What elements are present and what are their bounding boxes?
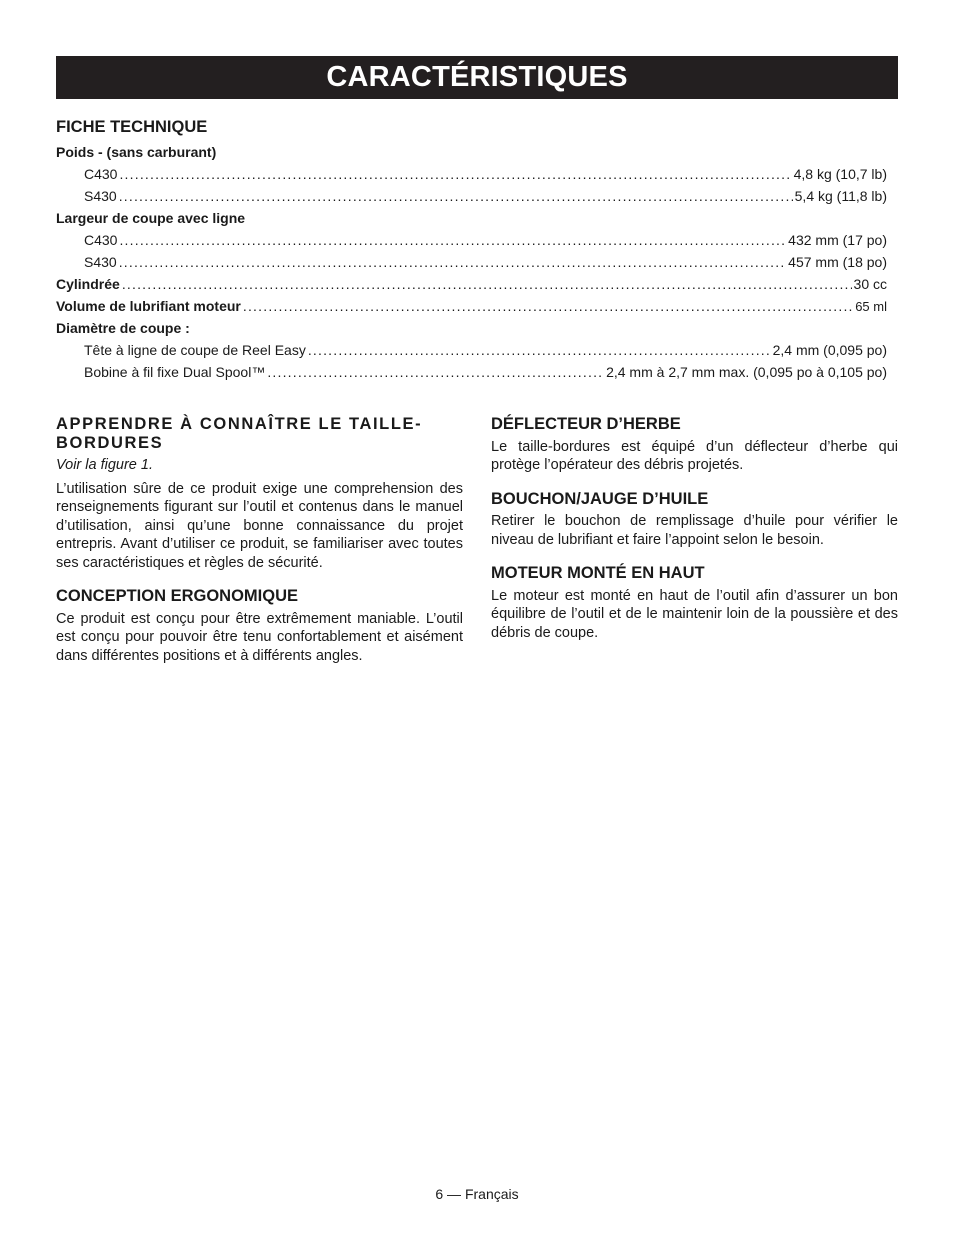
spec-model: S430	[84, 188, 117, 204]
section-heading: APPRENDRE À CONNAÎTRE LE TAILLE-BORDURES	[56, 415, 423, 452]
dot-leader	[119, 229, 786, 251]
spec-heading: FICHE TECHNIQUE	[56, 118, 208, 136]
left-column	[56, 415, 463, 665]
section-text: Le moteur est monté en haut de l’outil afin d’assurer un bon équilibre de l’outil et de le maintenir loin de la poussière et des débris de coupe.	[491, 587, 898, 641]
spec-row	[56, 251, 887, 273]
spec-value: 5,4 kg (11,8 lb)	[794, 188, 887, 204]
right-column	[491, 415, 898, 642]
spec-row	[56, 339, 887, 361]
width-label: Largeur de coupe avec ligne	[56, 210, 246, 226]
displacement-value: 30 cc	[853, 276, 887, 292]
page-title: CARACTÉRISTIQUES	[326, 61, 628, 93]
dot-leader	[243, 295, 853, 317]
spec-model: S430	[84, 254, 117, 270]
spec-row-oil	[56, 295, 887, 317]
section-heading: MOTEUR MONTÉ EN HAUT	[491, 564, 705, 582]
spec-value: 2,4 mm à 2,7 mm max. (0,095 po à 0,105 po)	[606, 364, 887, 380]
weight-label: Poids - (sans carburant)	[56, 144, 217, 160]
ergo-section	[56, 587, 463, 665]
diameter-label: Diamètre de coupe :	[56, 320, 190, 336]
spec-model: Tête à ligne de coupe de Reel Easy	[84, 342, 306, 358]
motor-section	[491, 564, 898, 642]
spec-model: C430	[84, 232, 118, 248]
displacement-label: Cylindrée	[56, 276, 120, 292]
oilcap-section	[491, 490, 898, 550]
spec-row	[56, 185, 887, 207]
dot-leader	[308, 339, 771, 361]
spec-sheet	[56, 118, 887, 383]
spec-value: 432 mm (17 po)	[788, 232, 887, 248]
spec-value: 4,8 kg (10,7 lb)	[793, 166, 887, 182]
section-heading: CONCEPTION ERGONOMIQUE	[56, 587, 299, 605]
figure-reference: Voir la figure 1.	[56, 457, 153, 473]
spec-value: 2,4 mm (0,095 po)	[772, 342, 887, 358]
section-text: Ce produit est conçu pour être extrêmement maniable. L’outil est conçu pour pouvoir être tenu confortablement et aisément dans différentes positions et à différents angles.	[56, 610, 463, 664]
know-section	[56, 415, 463, 572]
page-footer: 6 — Français	[435, 1186, 519, 1202]
section-heading: DÉFLECTEUR D’HERBE	[491, 415, 681, 433]
dot-leader	[119, 251, 786, 273]
spec-row	[56, 229, 887, 251]
section-text: Retirer le bouchon de remplissage d’huile pour vérifier le niveau de lubrifiant et faire l’appoint selon le besoin.	[491, 513, 898, 548]
spec-model: Bobine à fil fixe Dual Spool™	[84, 364, 266, 380]
spec-model: C430	[84, 166, 118, 182]
spec-row	[56, 163, 887, 185]
section-text: L’utilisation sûre de ce produit exige une comprehension des renseignements figurant sur l’outil et contenus dans le manuel d’utilisation, ainsi qu’une bonne connaissance du projet entrepris. Avant d’utiliser ce produit, se familiariser avec toutes ses caractéristiques et règles de sécurité.	[56, 480, 463, 571]
dot-leader	[119, 185, 793, 207]
dot-leader	[267, 361, 604, 383]
deflector-section	[491, 415, 898, 475]
title-bar	[56, 56, 898, 99]
oil-value: 65 ml	[855, 299, 887, 314]
dot-leader	[122, 273, 852, 295]
oil-label: Volume de lubrifiant moteur	[56, 298, 241, 314]
section-text: Le taille-bordures est équipé d’un déflecteur d’herbe qui protège l’opérateur des débris projetés.	[491, 438, 898, 473]
section-heading: BOUCHON/JAUGE D’HUILE	[491, 489, 709, 508]
dot-leader	[119, 163, 791, 185]
spec-row	[56, 361, 887, 383]
spec-row-displacement	[56, 273, 887, 295]
spec-value: 457 mm (18 po)	[788, 254, 887, 270]
